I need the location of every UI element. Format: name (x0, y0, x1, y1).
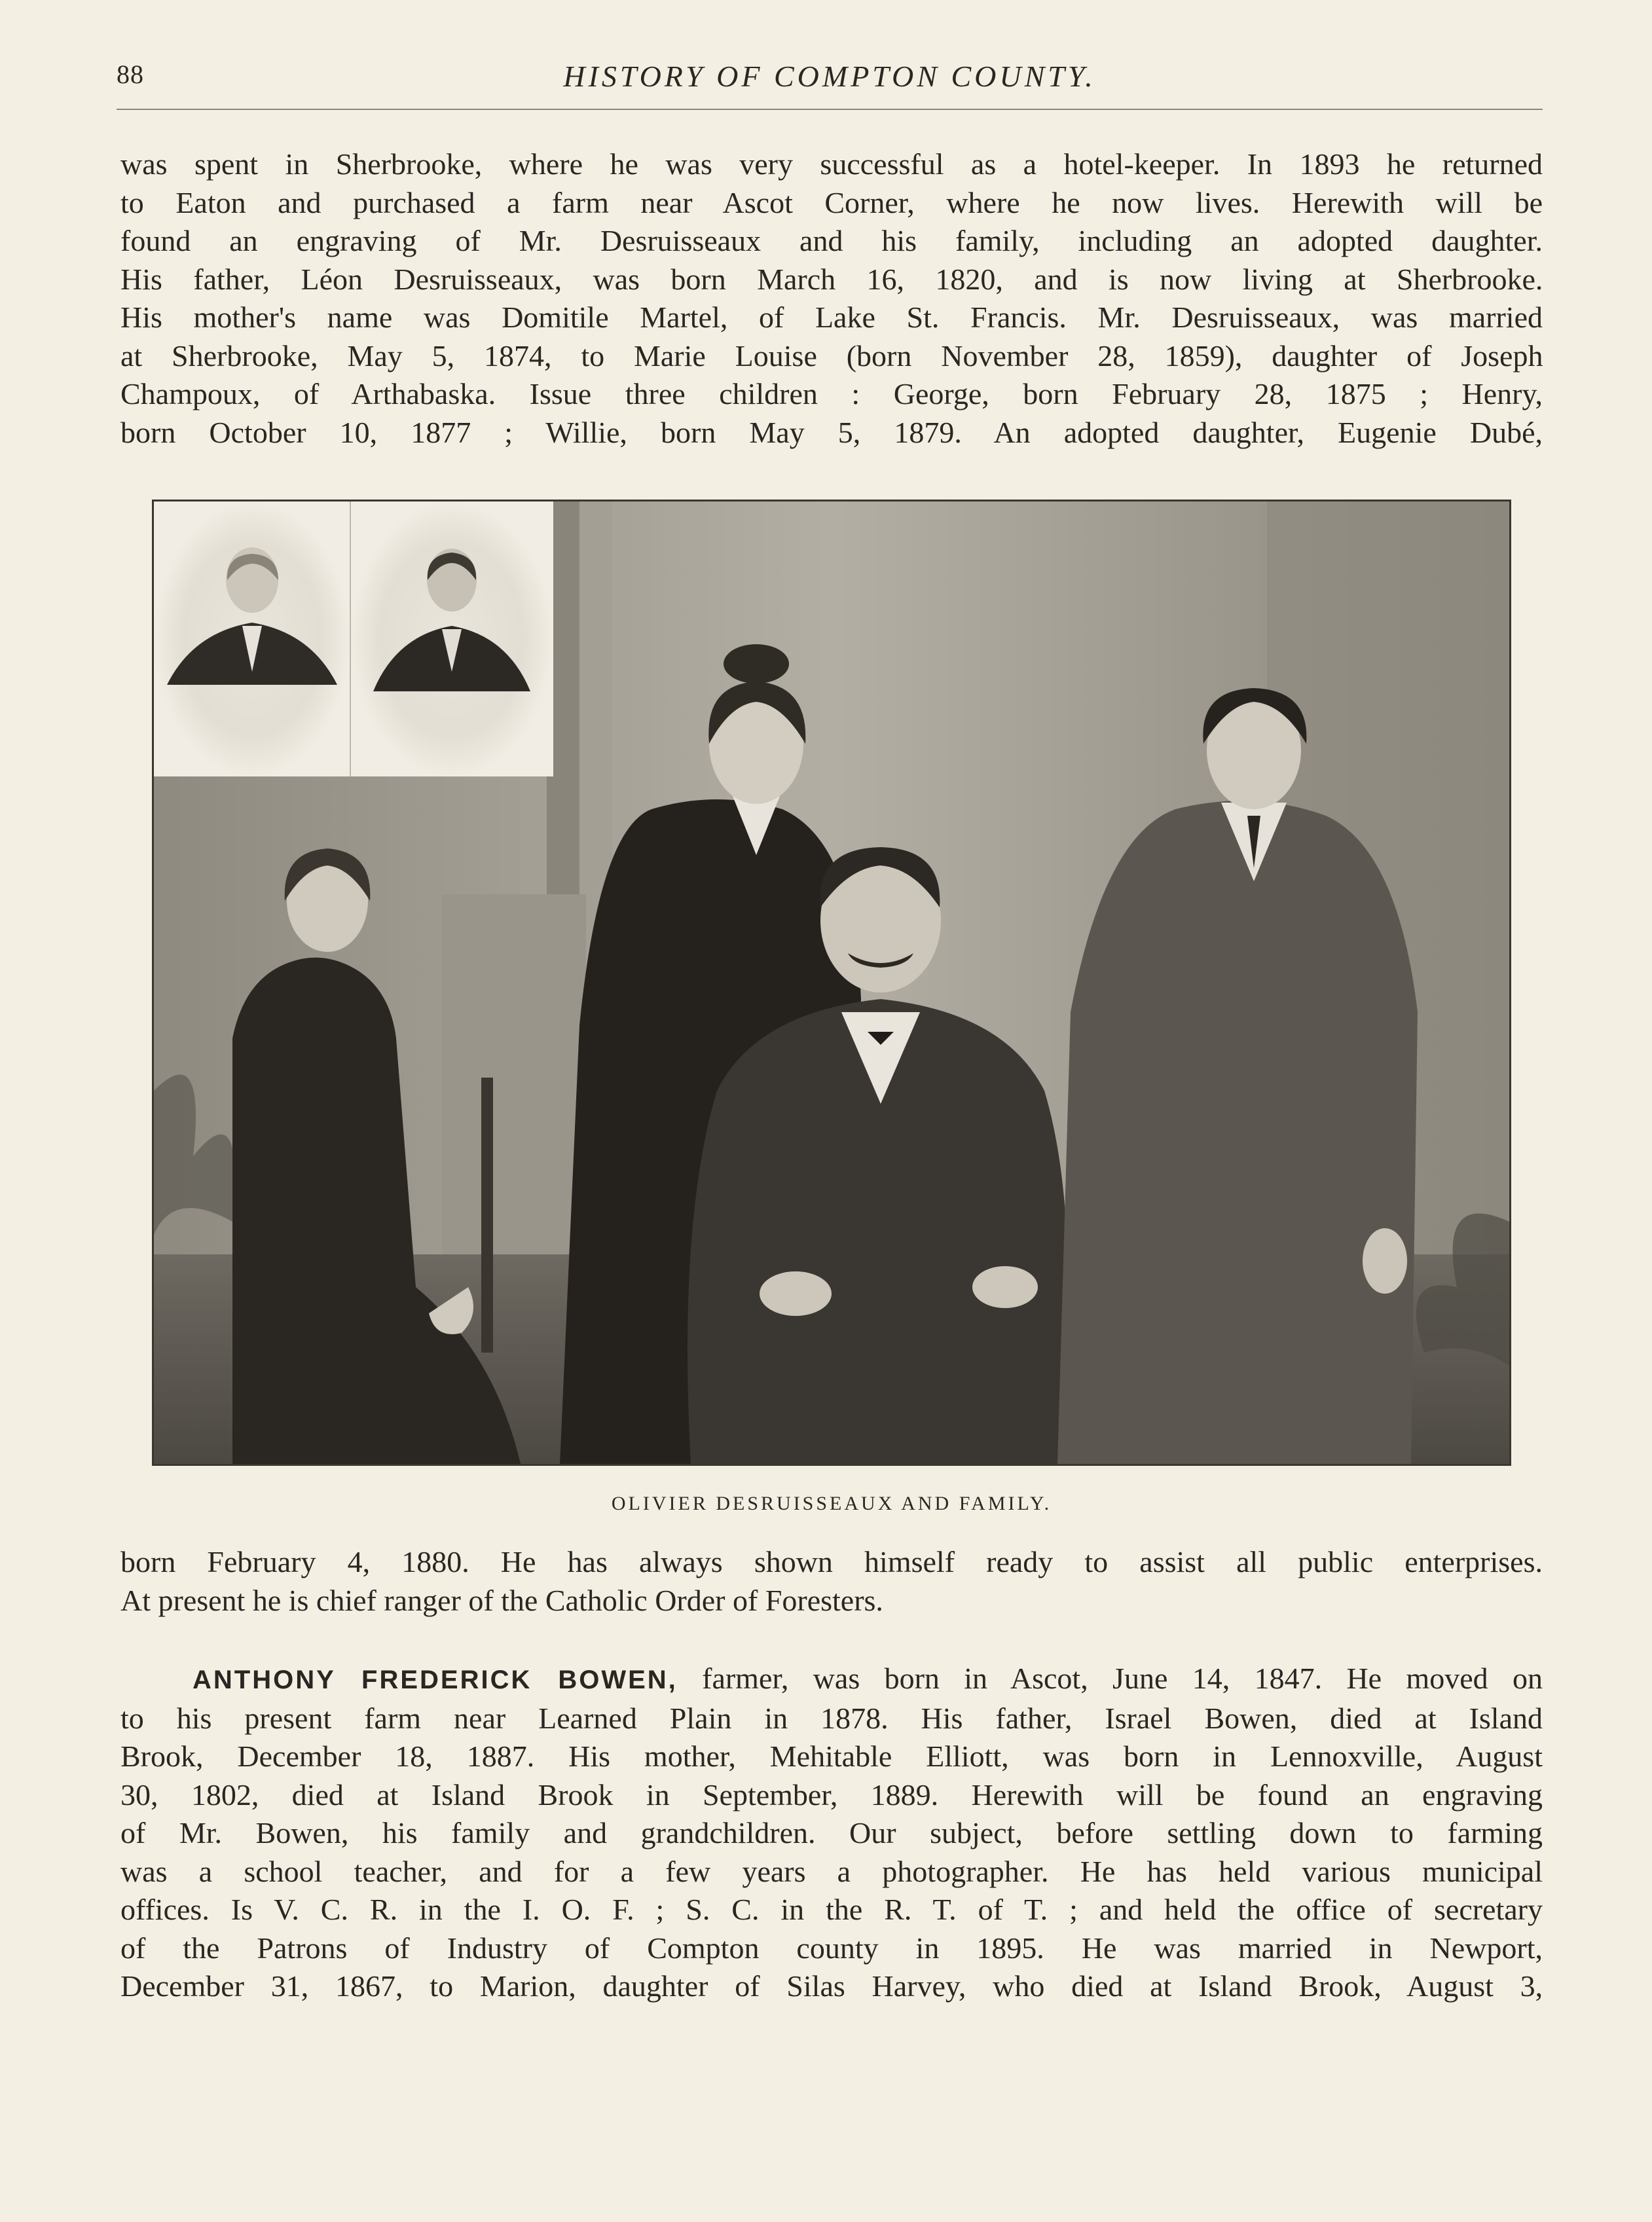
text-line: to his present farm near Learned Plain in 1878. His father, Israel Bowen, died at Island (120, 1701, 1543, 1735)
page-header (117, 59, 1543, 105)
family-photograph (152, 500, 1511, 1466)
text-line: was a school teacher, and for a few years a photographer. He has held various municipal (120, 1854, 1543, 1888)
text-line: of Mr. Bowen, his family and grandchildren. Our subject, before settling down to farming (120, 1816, 1543, 1849)
biography-name: ANTHONY FREDERICK BOWEN, (193, 1666, 678, 1694)
running-title: HISTORY OF COMPTON COUNTY. (563, 60, 1096, 93)
text-line: born February 4, 1880. He has always shown himself ready to assist all public enterprises. (120, 1545, 1543, 1578)
text-line: found an engraving of Mr. Desruisseaux and his family, including an adopted daughter. (120, 224, 1543, 257)
header-rule (117, 109, 1543, 110)
paragraph-bowen (120, 1660, 1543, 2006)
text-line: His mother's name was Domitile Martel, of Lake St. Francis. Mr. Desruisseaux, was married (120, 301, 1543, 334)
text-run: farmer, was born in Ascot, June 14, 1847. He moved on (702, 1662, 1543, 1695)
text-line: at Sherbrooke, May 5, 1874, to Marie Louise (born November 28, 1859), daughter of Joseph (120, 338, 1543, 373)
text-line: offices. Is V. C. R. in the I. O. F. ; S. C. in the R. T. of T. ; and held the office of secretary (120, 1893, 1543, 1926)
page-number: 88 (117, 60, 144, 89)
text-line: His father, Léon Desruisseaux, was born March 16, 1820, and is now living at Sherbrooke. (120, 262, 1543, 296)
text-line: was spent in Sherbrooke, where he was very successful as a hotel-keeper. In 1893 he returned (120, 147, 1543, 181)
text-line: born October 10, 1877 ; Willie, born May 5, 1879. An adopted daughter, Eugenie Dubé, (120, 415, 1543, 449)
text-line: December 31, 1867, to Marion, daughter of Silas Harvey, who died at Island Brook, August 3, (120, 1969, 1543, 2003)
text-line: At present he is chief ranger of the Catholic Order of Foresters. (120, 1583, 883, 1617)
figure-caption: OLIVIER DESRUISSEAUX AND FAMILY. (611, 1493, 1052, 1514)
text-line: Brook, December 18, 1887. His mother, Mehitable Elliott, was born in Lennoxville, August (120, 1739, 1543, 1773)
text-line (120, 1660, 1543, 1700)
paragraph-desruisseaux-conclusion (120, 1543, 1543, 1620)
text-line: 30, 1802, died at Island Brook in September, 1889. Herewith will be found an engraving (120, 1777, 1543, 1812)
paragraph-desruisseaux-continued (120, 145, 1543, 452)
text-line: Champoux, of Arthabaska. Issue three children : George, born February 28, 1875 ; Henry, (120, 377, 1543, 410)
text-line: to Eaton and purchased a farm near Ascot Corner, where he now lives. Herewith will be (120, 185, 1543, 219)
text-line: of the Patrons of Industry of Compton county in 1895. He was married in Newport, (120, 1931, 1543, 1965)
